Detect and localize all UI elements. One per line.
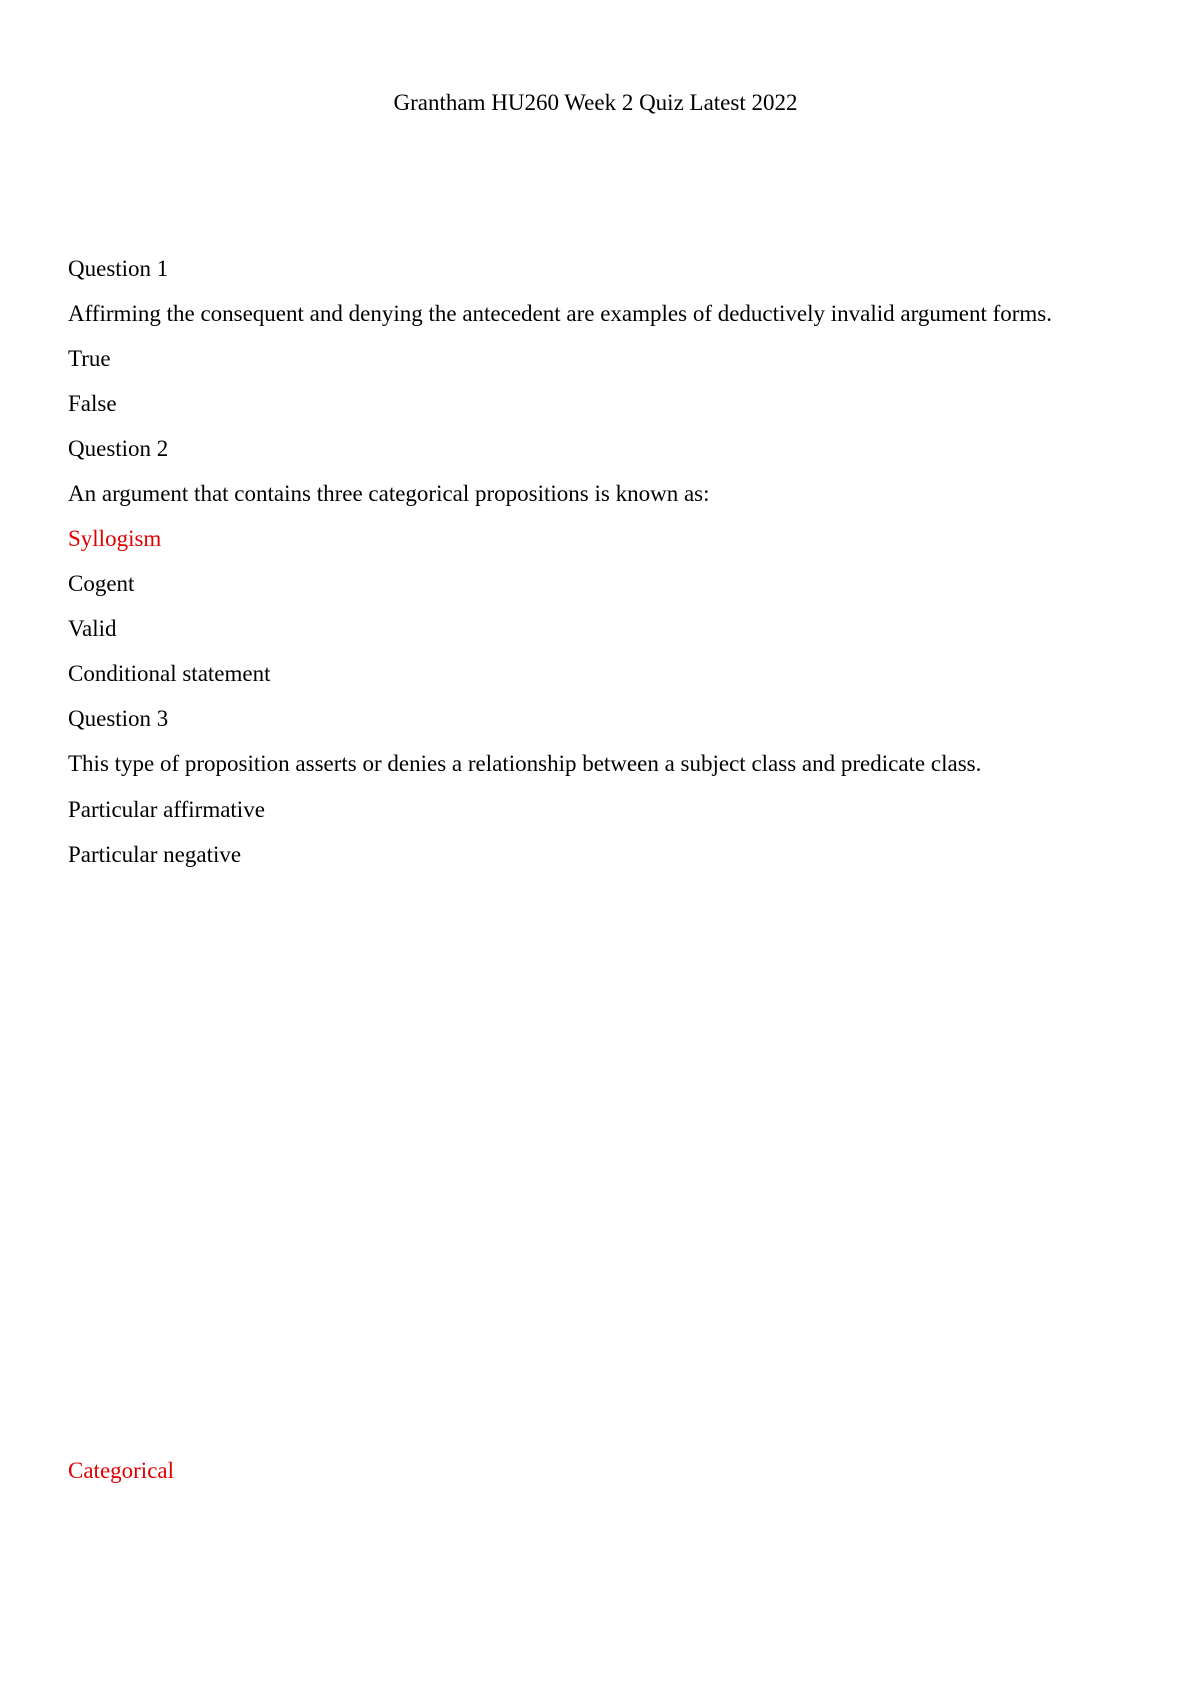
document-title: Grantham HU260 Week 2 Quiz Latest 2022 [393,90,798,115]
question-1-heading: Question 1 [68,256,169,281]
question-2-option-conditional: Conditional statement [68,661,271,686]
question-1-option-false: False [68,391,117,416]
question-1-prompt: Affirming the consequent and denying the antecedent are examples of deductively invalid argument forms. [68,301,1053,326]
question-2-heading: Question 2 [68,436,169,461]
question-2-prompt: An argument that contains three categorical propositions is known as: [68,481,710,506]
question-3-prompt: This type of proposition asserts or denies a relationship between a subject class and predicate class. [68,751,982,776]
question-2-option-valid: Valid [68,616,117,641]
question-3-option-particular-negative: Particular negative [68,842,242,867]
question-2-option-cogent: Cogent [68,571,135,596]
question-1-option-true: True [68,346,111,371]
question-3-option-particular-affirmative: Particular affirmative [68,797,265,822]
footer-answer-categorical: Categorical [68,1458,175,1483]
question-2-answer-syllogism: Syllogism [68,526,162,551]
question-3-heading: Question 3 [68,706,169,731]
